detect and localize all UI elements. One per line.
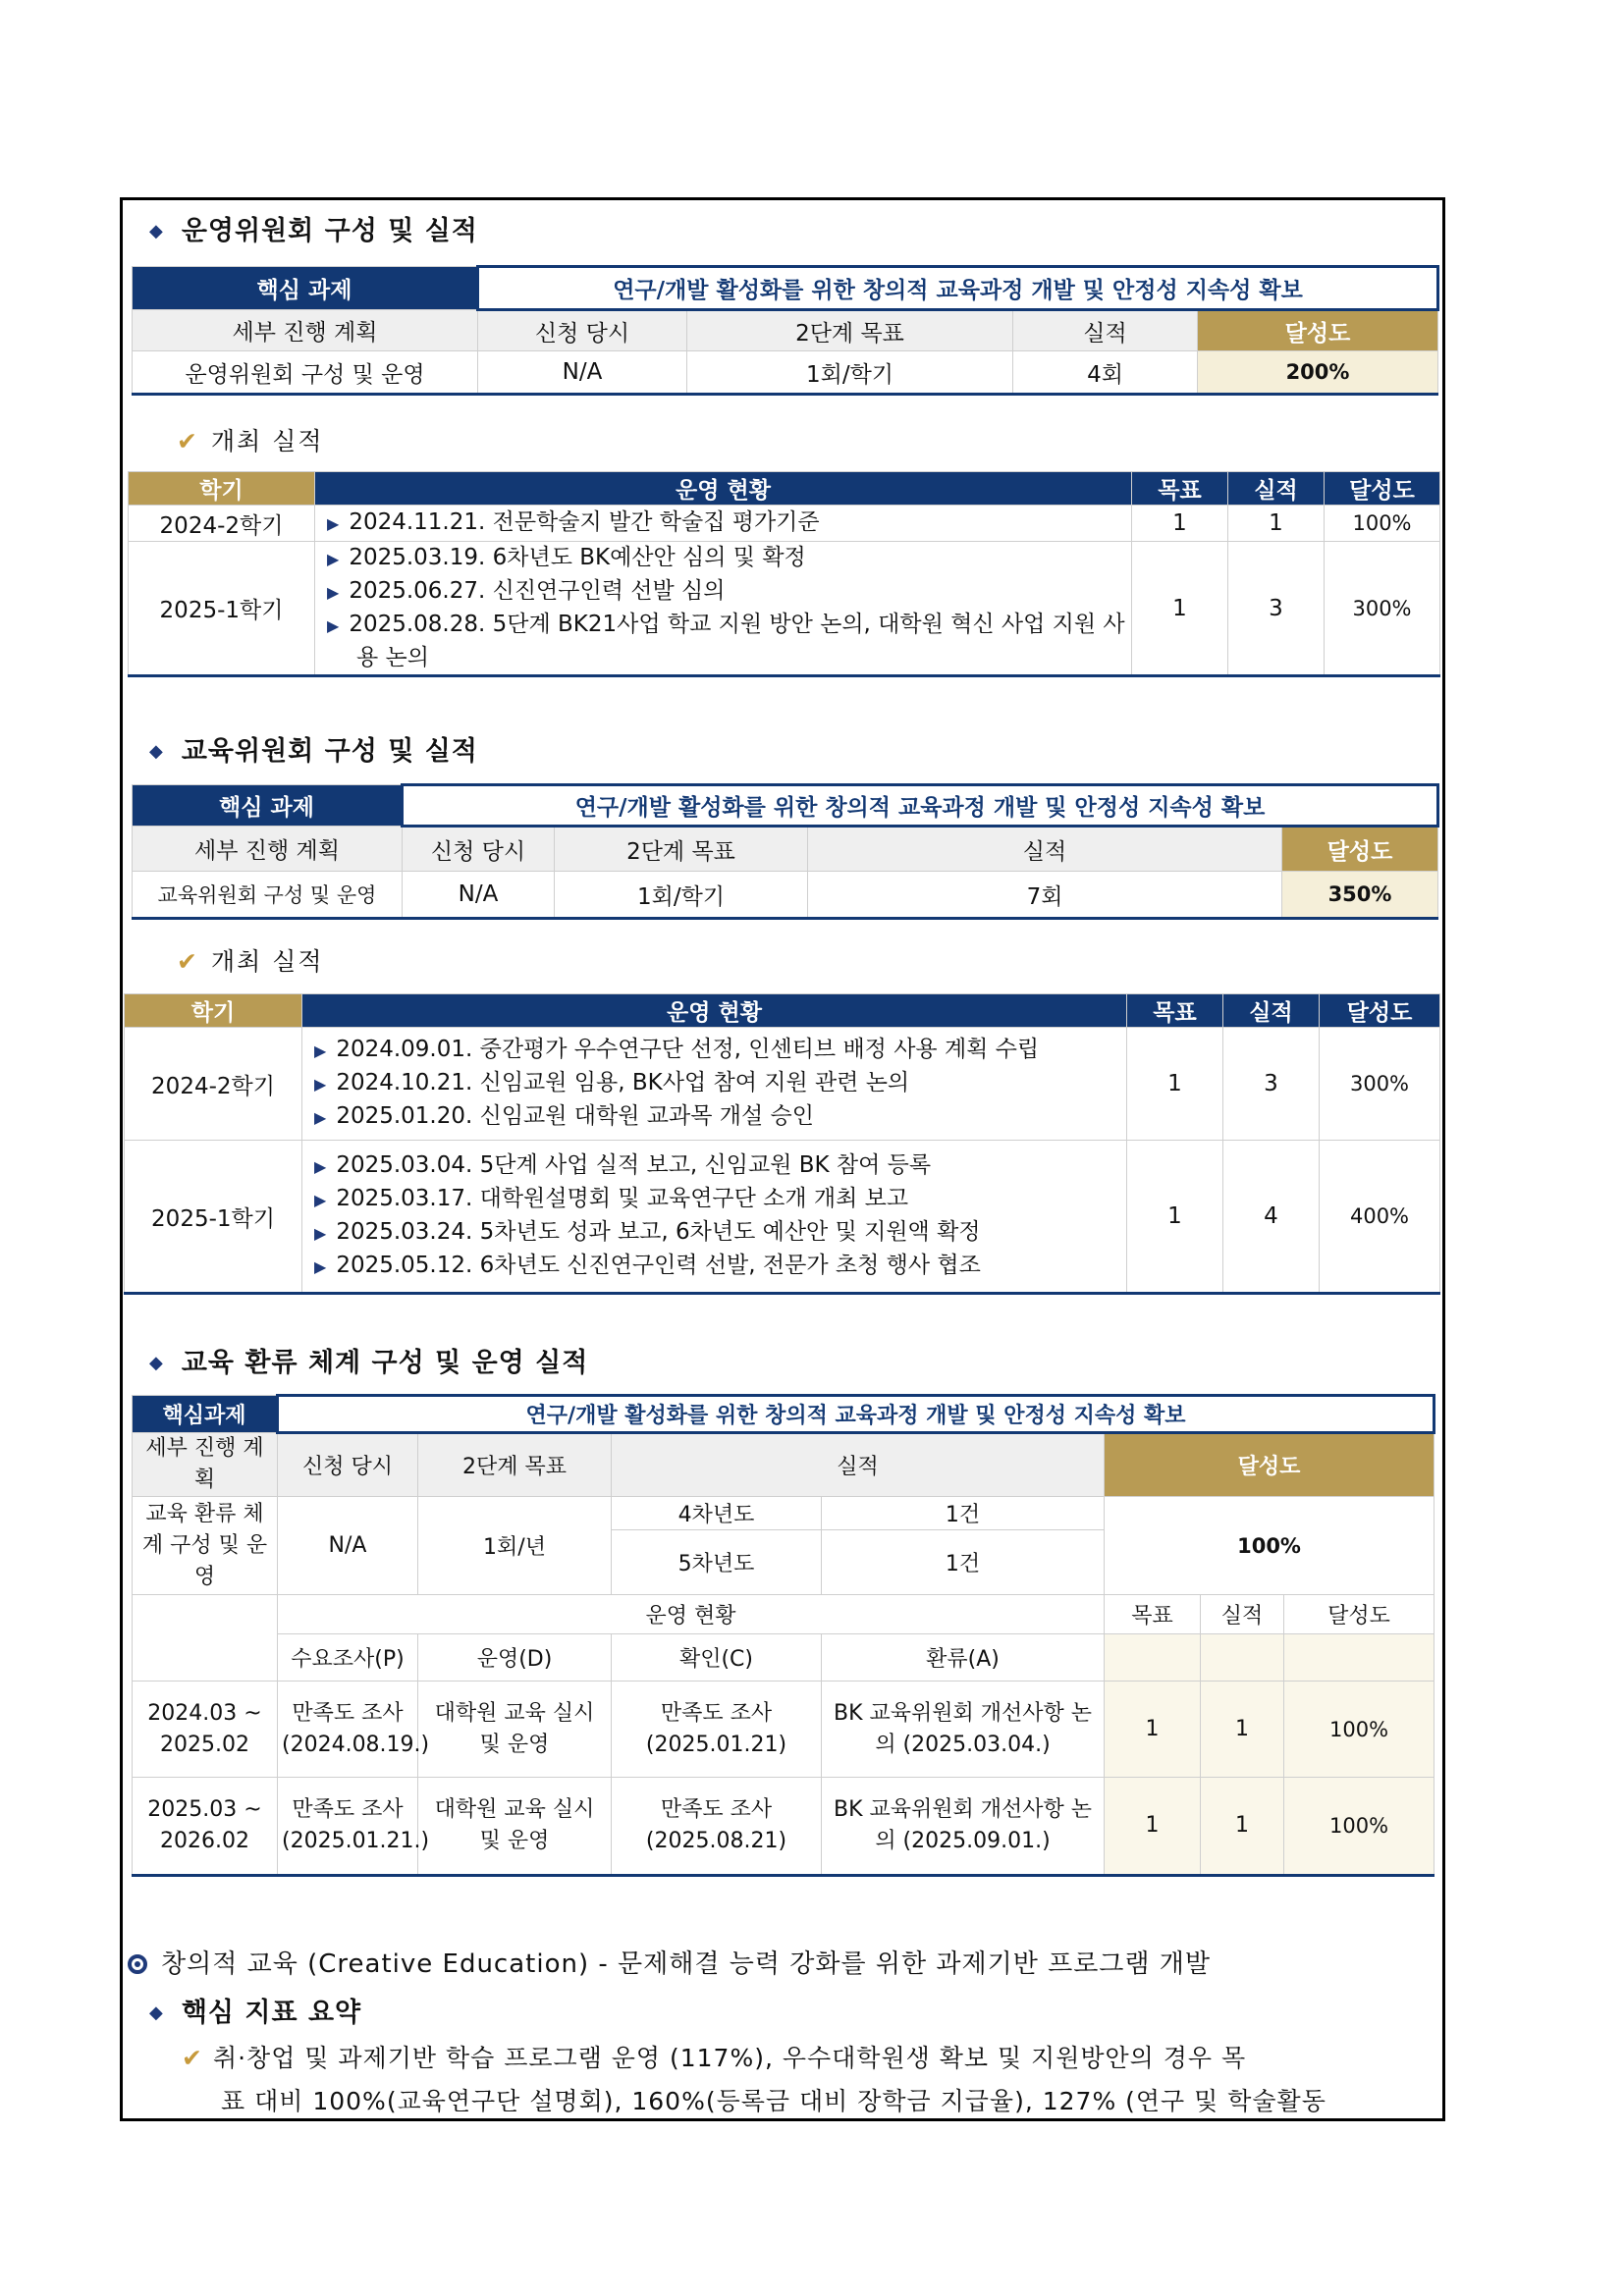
core-task-label: 핵심 과제 <box>133 267 478 310</box>
section2-subtitle: ✔ 개최 실적 <box>177 947 324 976</box>
detail-col-goal: 목표 <box>1132 472 1228 506</box>
detail-col-status: 운영 현황 <box>315 472 1132 506</box>
triangle-bullet-icon: ▶ <box>314 1257 327 1276</box>
core-task-value: 연구/개발 활성화를 위한 창의적 교육과정 개발 및 안정성 지속성 확보 <box>478 267 1438 310</box>
diamond-icon: ◆ <box>149 1353 164 1373</box>
triangle-bullet-icon: ▶ <box>327 550 340 568</box>
col-rate: 달성도 <box>1198 310 1438 351</box>
col-plan: 세부 진행 계획 <box>133 310 478 351</box>
triangle-bullet-icon: ▶ <box>327 583 340 602</box>
cell-goal: 1회/학기 <box>687 351 1013 395</box>
triangle-bullet-icon: ▶ <box>327 514 340 533</box>
section3-table: 핵심과제 연구/개발 활성화를 위한 창의적 교육과정 개발 및 안정성 지속성 확보 세부 진행 계획 신청 당시 2단계 목표 실적 달성도 교육 환류 체계 구성 및 운영 N/A 1회/년 4차년도 1건 100% 5차년도 1건 운영 현황 목표 실적 달성도 수요조사(P) 운영(D) 확인(C) 환류(A) 2024.03 ~ 2025.02 만족도 조사 (2024.08.19.) 대학원 교육 실시 및 운영 만족도 조사 (2025.01.21) BK 교육위원회 개선사항 논의 (2025.03.04.) 1 1 100% 2025.03 ~ 2026.02 만족도 조사 (2025.01.21.) 대학원 교육 실시 및 운영 만족도 조사 (2025.08.21) BK 교육위원회 개선사항 논의 (2025.09.01.) 1 1 100% <box>132 1394 1435 1877</box>
section1-subtitle: ✔ 개최 실적 <box>177 427 324 455</box>
target-icon <box>128 1954 147 1974</box>
check-icon: ✔ <box>182 2044 203 2072</box>
triangle-bullet-icon: ▶ <box>314 1224 327 1243</box>
cell-rate: 200% <box>1198 351 1438 395</box>
col-goal: 2단계 목표 <box>687 310 1013 351</box>
col-apply: 신청 당시 <box>478 310 687 351</box>
detail-col-result: 실적 <box>1228 472 1325 506</box>
triangle-bullet-icon: ▶ <box>314 1191 327 1209</box>
cell-plan: 운영위원회 구성 및 운영 <box>133 351 478 395</box>
summary-line-1: ✔ 취·창업 및 과제기반 학습 프로그램 운영 (117%), 우수대학원생 확보 및 지원방안의 경우 목 <box>182 2044 1247 2072</box>
section1-title: ◆ 운영위원회 구성 및 실적 <box>149 216 478 246</box>
cell-result: 4회 <box>1013 351 1198 395</box>
table-row: 2024.03 ~ 2025.02 만족도 조사 (2024.08.19.) 대학원 교육 실시 및 운영 만족도 조사 (2025.01.21) BK 교육위원회 개선사항 논의 (2025.03.04.) 1 1 100% <box>133 1682 1435 1778</box>
summary-line-2: 표 대비 100%(교육연구단 설명회), 160%(등록금 대비 장학금 지급율), 127% (연구 및 학술활동 <box>221 2087 1326 2115</box>
cell-apply: N/A <box>478 351 687 395</box>
detail-col-term: 학기 <box>129 472 315 506</box>
table-row: 2024-2학기 ▶ 2024.11.21. 전문학술지 발간 학술집 평가기준 1 1 100% <box>129 506 1440 542</box>
diamond-icon: ◆ <box>149 741 164 762</box>
section2-title: ◆ 교육위원회 구성 및 실적 <box>149 736 478 767</box>
table-row: 2025.03 ~ 2026.02 만족도 조사 (2025.01.21.) 대학원 교육 실시 및 운영 만족도 조사 (2025.08.21) BK 교육위원회 개선사항 논의 (2025.09.01.) 1 1 100% <box>133 1778 1435 1876</box>
diamond-icon: ◆ <box>149 2002 164 2023</box>
detail-col-rate: 달성도 <box>1325 472 1440 506</box>
col-result: 실적 <box>1013 310 1198 351</box>
check-icon: ✔ <box>177 427 199 455</box>
triangle-bullet-icon: ▶ <box>314 1157 327 1176</box>
section2-summary-table: 핵심 과제 연구/개발 활성화를 위한 창의적 교육과정 개발 및 안정성 지속성 확보 세부 진행 계획 신청 당시 2단계 목표 실적 달성도 교육위원회 구성 및 운영 N/A 1회/학기 7회 350% <box>132 783 1439 920</box>
triangle-bullet-icon: ▶ <box>314 1075 327 1094</box>
creative-heading: 창의적 교육 (Creative Education) - 문제해결 능력 강화를 위한 과제기반 프로그램 개발 <box>128 1944 1211 1980</box>
section1-summary-table <box>132 265 1439 396</box>
triangle-bullet-icon: ▶ <box>314 1041 327 1060</box>
diamond-icon: ◆ <box>149 221 164 241</box>
section3-title: ◆ 교육 환류 체계 구성 및 운영 실적 <box>149 1348 589 1378</box>
table-row: 2025-1학기 ▶ 2025.03.19. 6차년도 BK예산안 심의 및 확정 ▶ 2025.06.27. 신진연구인력 선발 심의 ▶ 2025.08.28. 5단계 BK21사업 학교 지원 방안 논의, 대학원 혁신 사업 지원 사용 논의 1 3 300% <box>129 542 1440 676</box>
triangle-bullet-icon: ▶ <box>327 616 340 635</box>
check-icon: ✔ <box>177 947 199 976</box>
creative-subtitle: ◆ 핵심 지표 요약 <box>149 1998 362 2028</box>
triangle-bullet-icon: ▶ <box>314 1108 327 1127</box>
table-row: 2025-1학기 ▶ 2025.03.04. 5단계 사업 실적 보고, 신임교원 BK 참여 등록 ▶ 2025.03.17. 대학원설명회 및 교육연구단 소개 개최 보고 ▶ 2025.03.24. 5차년도 성과 보고, 6차년도 예산안 및 지원액 확정 ▶ 2025.05.12. 6차년도 신진연구인력 선발, 전문가 초청 행사 협조 1 4 400% <box>125 1141 1440 1294</box>
table-row: 2024-2학기 ▶ 2024.09.01. 중간평가 우수연구단 선정, 인센티브 배정 사용 계획 수립 ▶ 2024.10.21. 신임교원 임용, BK사업 참여 지원 관련 논의 ▶ 2025.01.20. 신임교원 대학원 교과목 개설 승인 1 3 300% <box>125 1028 1440 1141</box>
section1-detail-table <box>128 471 1440 677</box>
section2-detail-table: 학기 운영 현황 목표 실적 달성도 2024-2학기 ▶ 2024.09.01. 중간평가 우수연구단 선정, 인센티브 배정 사용 계획 수립 ▶ 2024.10.21. 신임교원 임용, BK사업 참여 지원 관련 논의 ▶ 2025.01.20. 신임교원 대학원 교과목 개설 승인 1 3 300% 2025-1학기 ▶ 2025.03.04. 5단계 사업 실적 보고, 신임교원 BK 참여 등록 ▶ 2025.03.17. 대학원설명회 및 교육연구단 소개 개최 보고 ▶ 2025.03.24. 5차년도 성과 보고, 6차년도 예산안 및 지원액 확정 ▶ 2025.05.12. 6차년도 신진연구인력 선발, 전문가 초청 행사 협조 1 4 400% <box>124 993 1440 1295</box>
